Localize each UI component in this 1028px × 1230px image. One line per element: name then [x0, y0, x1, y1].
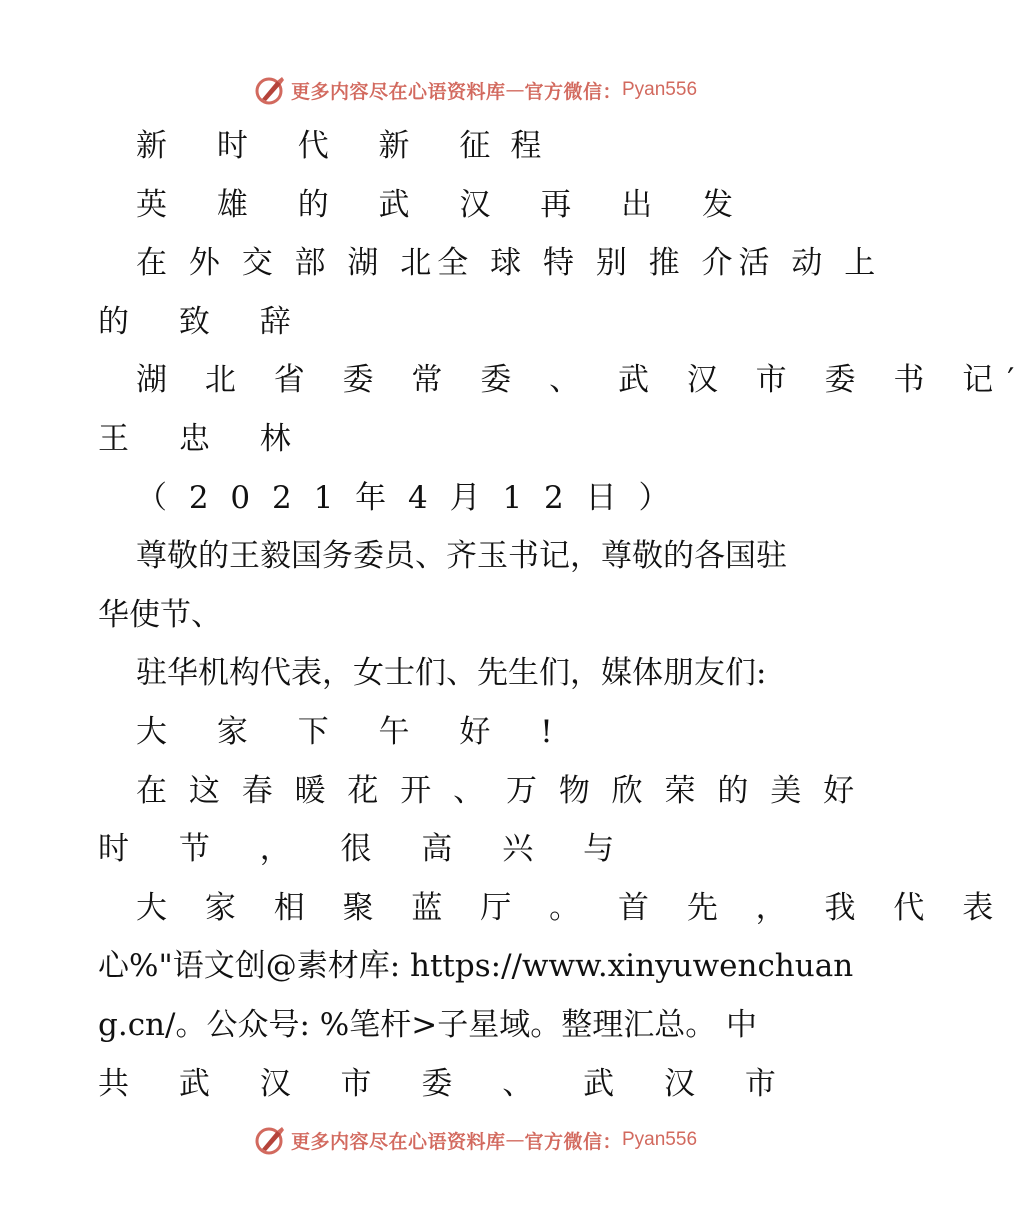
banner-text: 更多内容尽在心语资料库	[290, 1130, 506, 1153]
doc-subtitle-line-2: 的 致 辞	[98, 303, 311, 340]
document-body	[98, 117, 1028, 1113]
banner-account: Pyan556	[622, 1129, 698, 1150]
banner-text: 更多内容尽在心语资料库	[290, 80, 506, 103]
doc-paragraph-line: 在 这 春 暖 花 开 、 万 物 欣 荣 的 美 好	[136, 772, 861, 809]
doc-title-line-2: 英 雄 的 武 汉 再 出 发	[136, 186, 753, 223]
header-banner	[0, 70, 950, 110]
doc-paragraph-line: 共 武 汉 市 委 、 武 汉 市	[98, 1065, 796, 1102]
doc-paragraph-line: 大 家 相 聚 蓝 厅 。 首 先 ， 我 代 表	[136, 889, 1008, 926]
pen-logo-icon	[253, 73, 287, 107]
banner-account-label: 官方微信：	[524, 80, 622, 103]
doc-subtitle-line-1: 在 外 交 部 湖 北全 球 特 别 推 介活 动 上	[136, 245, 882, 282]
doc-title-line-1: 新 时 代 新 征程	[136, 128, 562, 164]
banner-account: Pyan556	[622, 79, 698, 100]
banner-separator: —	[505, 1129, 525, 1151]
doc-paragraph-line: 尊敬的王毅国务委员、齐玉书记，尊敬的各国驻	[136, 538, 787, 575]
banner-account-label: 官方微信：	[524, 1130, 622, 1153]
doc-paragraph-line: 时 节 ， 很 高 兴 与	[98, 831, 635, 868]
banner-separator: —	[505, 79, 525, 101]
doc-speaker-title: 湖 北 省 委 常 委 、 武 汉 市 委 书 记′	[136, 362, 1028, 399]
footer-banner	[0, 1120, 950, 1160]
doc-paragraph-line: g.cn/。公众号: %笔杆>子星域。整理汇总。 中	[98, 1006, 758, 1043]
doc-paragraph-line: 驻华机构代表，女士们、先生们，媒体朋友们:	[136, 655, 767, 692]
doc-date: （ 2 0 2 1 年 4 月 1 2 日 ）	[136, 479, 676, 516]
doc-speaker-name: 王 忠 林	[98, 420, 311, 457]
doc-paragraph-line: 华使节、	[98, 596, 222, 633]
doc-greeting: 大 家 下 午 好 !	[136, 713, 573, 750]
doc-paragraph-line: 心%"语文创@素材库: https://www.xinyuwenchuan	[98, 948, 854, 985]
pen-logo-icon	[253, 1123, 287, 1157]
